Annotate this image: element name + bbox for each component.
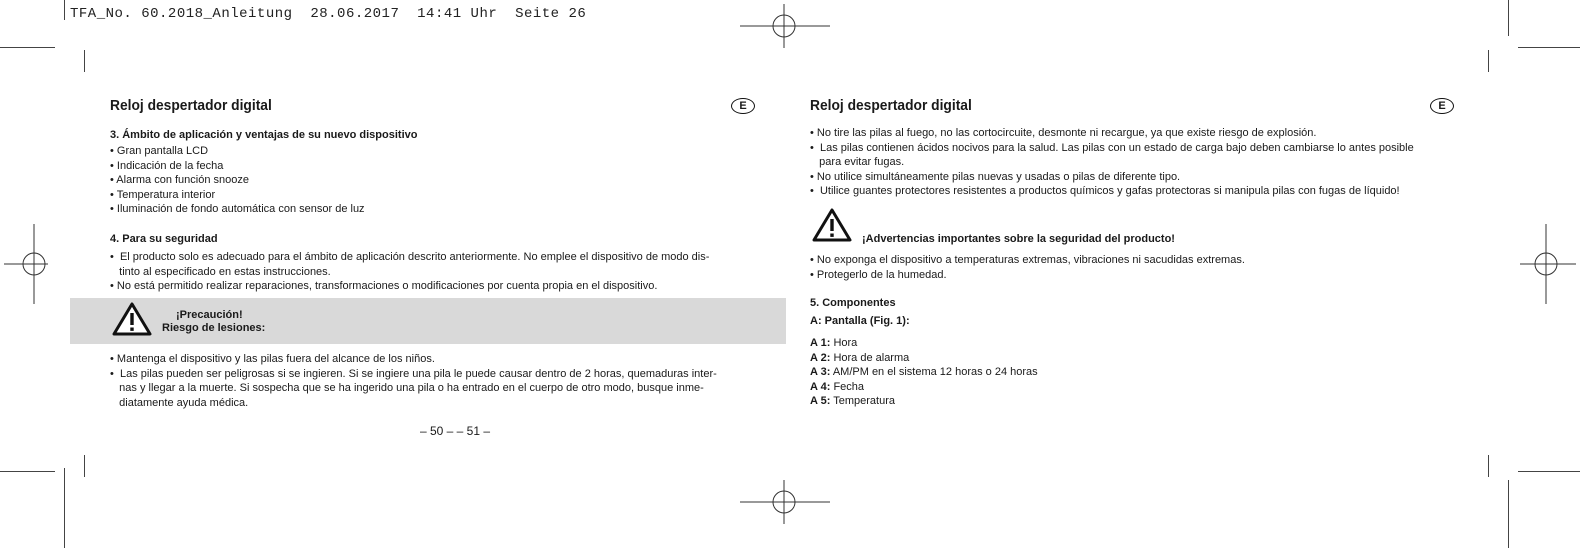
component-value: Hora de alarma bbox=[833, 351, 910, 364]
crop-mark bbox=[1488, 455, 1489, 477]
list-item: • No exponga el dispositivo a temperaturas extremas, vibraciones ni sacudidas extremas. bbox=[810, 254, 1245, 266]
language-badge: E bbox=[1430, 98, 1454, 114]
component-list bbox=[810, 336, 1038, 409]
safety-list bbox=[110, 250, 709, 294]
component-key: A 4: bbox=[810, 380, 831, 393]
left-page-title: Reloj despertador digital bbox=[110, 97, 272, 114]
page-numbers: – 50 – – 51 – bbox=[419, 424, 491, 438]
list-item: • No está permitido realizar reparaciones, transformaciones o modificaciones por cuenta propia en el dispositivo. bbox=[110, 280, 658, 292]
feature-list bbox=[110, 144, 365, 217]
display-heading: A: Pantalla (Fig. 1): bbox=[810, 315, 910, 327]
section-4-heading: 4. Para su seguridad bbox=[110, 233, 218, 245]
crop-mark bbox=[64, 0, 65, 20]
component-value: AM/PM en el sistema 12 horas o 24 horas bbox=[832, 366, 1038, 378]
crop-mark bbox=[84, 50, 85, 72]
component-key: A 3: bbox=[810, 366, 831, 378]
list-item: • Gran pantalla LCD bbox=[110, 145, 209, 157]
list-item bbox=[810, 380, 1038, 395]
print-file-info: TFA_No. 60.2018_Anleitung 28.06.2017 14:41 Uhr Seite 26 bbox=[70, 6, 587, 22]
list-item bbox=[810, 365, 1038, 380]
crop-mark bbox=[0, 471, 55, 472]
product-safety-list bbox=[810, 253, 1245, 282]
list-item: tinto al especificado en estas instrucciones. bbox=[110, 265, 331, 278]
list-item: • Alarma con función snooze bbox=[110, 174, 249, 186]
right-page-title: Reloj despertador digital bbox=[810, 97, 972, 114]
crop-mark bbox=[1488, 50, 1489, 72]
list-item: • No tire las pilas al fuego, no las cortocircuite, desmonte ni recargue, ya que existe riesgo de explosión. bbox=[810, 127, 1317, 139]
list-item: • Temperatura interior bbox=[110, 188, 216, 201]
list-item: • Las pilas contienen ácidos nocivos para la salud. Las pilas con un estado de carga bajo deben cambiarse lo antes posible bbox=[810, 141, 1414, 154]
component-key: A 5: bbox=[810, 395, 831, 407]
child-safety-list bbox=[110, 352, 717, 410]
crop-mark bbox=[1518, 471, 1580, 472]
language-badge: E bbox=[731, 98, 755, 114]
list-item: nas y llegar a la muerte. Si sospecha que se ha ingerido una pila o ha entrado en el cuerpo de otro modo, busque inme- bbox=[110, 382, 704, 394]
registration-mark-icon bbox=[740, 4, 830, 48]
list-item: • Iluminación de fondo automática con sensor de luz bbox=[110, 203, 365, 215]
list-item: • Protegerlo de la humedad. bbox=[810, 268, 947, 281]
component-value: Temperatura bbox=[833, 395, 895, 407]
component-value: Fecha bbox=[833, 380, 865, 393]
registration-mark-icon bbox=[4, 224, 48, 304]
list-item: • Indicación de la fecha bbox=[110, 159, 224, 172]
crop-mark bbox=[64, 468, 65, 548]
crop-mark bbox=[84, 455, 85, 477]
list-item bbox=[810, 394, 1038, 409]
list-item: para evitar fugas. bbox=[810, 156, 905, 168]
list-item bbox=[810, 351, 1038, 366]
caution-subtitle: Riesgo de lesiones: bbox=[162, 322, 266, 334]
list-item: • El producto solo es adecuado para el ámbito de aplicación descrito anteriormente. No emplee el dispositivo de modo dis- bbox=[110, 251, 710, 263]
crop-mark bbox=[1518, 47, 1580, 48]
crop-mark bbox=[1508, 480, 1509, 548]
list-item: diatamente ayuda médica. bbox=[110, 396, 249, 409]
component-key: A 2: bbox=[810, 351, 831, 364]
caution-title: ¡Precaución! bbox=[176, 309, 243, 321]
warning-title: ¡Advertencias importantes sobre la seguridad del producto! bbox=[862, 233, 1175, 245]
list-item bbox=[810, 336, 1038, 351]
list-item: • No utilice simultáneamente pilas nuevas y usadas o pilas de diferente tipo. bbox=[810, 170, 1181, 183]
battery-safety-list bbox=[810, 126, 1414, 199]
section-5-heading: 5. Componentes bbox=[810, 297, 896, 309]
list-item: • Mantenga el dispositivo y las pilas fuera del alcance de los niños. bbox=[110, 353, 435, 365]
crop-mark bbox=[0, 47, 55, 48]
list-item: • Las pilas pueden ser peligrosas si se ingieren. Si se ingiere una pila le puede causar dentro de 2 horas, quemaduras inter- bbox=[110, 367, 717, 380]
caution-banner bbox=[70, 298, 786, 344]
crop-mark bbox=[1508, 0, 1509, 36]
component-value: Hora bbox=[833, 337, 858, 349]
section-3-heading: 3. Ámbito de aplicación y ventajas de su nuevo dispositivo bbox=[110, 129, 418, 141]
component-key: A 1: bbox=[810, 337, 831, 349]
registration-mark-icon bbox=[1520, 224, 1576, 304]
list-item: • Utilice guantes protectores resistentes a productos químicos y gafas protectoras si manipula pilas con fugas de líquido! bbox=[810, 185, 1400, 197]
registration-mark-icon bbox=[740, 480, 830, 524]
warning-triangle-icon bbox=[112, 302, 152, 336]
warning-triangle-icon bbox=[812, 208, 852, 242]
